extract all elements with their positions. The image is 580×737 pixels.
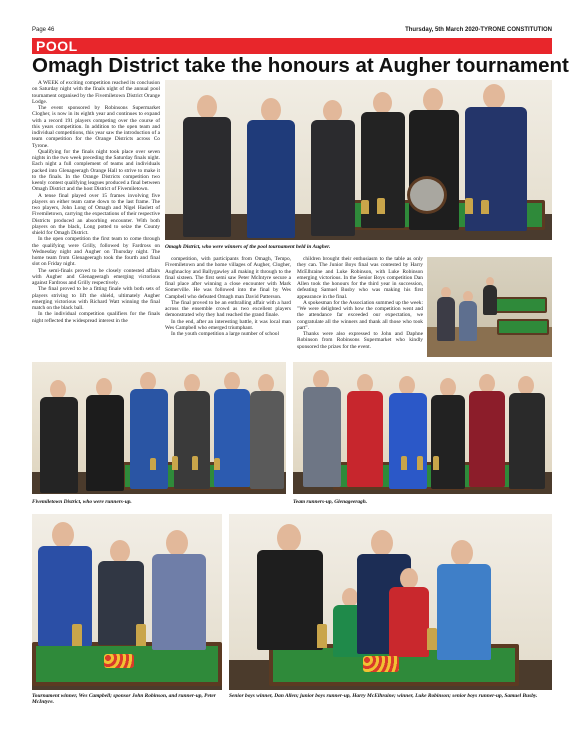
caption-tournament-winner: Tournament winner, Wes Campbell; sponsor John Robinson, and runner-up, Peter McIntyre. (32, 693, 216, 706)
page-number: Page 46 (32, 27, 55, 33)
article-paragraph: A tense final played over 15 frames involving five players on either team came down to the last frame. The two players, John Long of Omagh and Nigel Haslett of Fivemiletown, carrying the expectations of their respective Districts produced an absorbing encounter. With both players on the black, Long potted to seize the County shield for Omagh District. (32, 192, 160, 236)
pool-balls (104, 654, 134, 668)
caption-team-runners-up: Team runners-up, Glenageeragh. (293, 499, 368, 505)
issue-date: Thursday, 5th March 2020-TYRONE CONSTITUTION (405, 27, 552, 33)
article-paragraph: competition, with participants from Omagh, Tempo, Fivemiletown and the home villages of Augher, Clogher, Aughnacloy and Ballygawley all making it through to the final sixteen. The first semi saw Peter McIntyre secure a final place after winning a close encounter with Mark Somerville. He was followed into the final by Wes Campbell who defeated Omagh man David Patterson. (165, 256, 291, 300)
team-runners-up-photo (293, 362, 552, 494)
article-paragraph: children brought their enthusiasm to the table as only they can. The Junior Boys final was contested by Harry McElhraine and Luke Robinson, with Luke Robinson emerging victorious. In the Senior Boys competition Dan Allen took the honours for the third year in succession, defeating Samuel Busby who was making his first appearance in the final. (297, 256, 423, 300)
article-paragraph: In the individual competition qualifiers for the finals night reflected the widespread interest in the (32, 311, 160, 324)
article-paragraph: The semi-finals proved to be closely contested affairs with Augher and Glenageeragh emerging victorious against Fardross and Grilly respectively. (32, 267, 160, 286)
caption-fivemiletown: Fivemiletown District, who were runners-up. (32, 499, 132, 505)
article-column-2 (165, 256, 291, 337)
pool-balls (363, 656, 399, 672)
caption-main: Omagh District, who were winners of the pool tournament held in Augher. (165, 244, 331, 250)
page-header (32, 26, 552, 36)
boys-winners-photo (229, 514, 552, 690)
article-paragraph: In the open competition the first team to come through the qualifying were Grilly, followed by Fardross on Wednesday night and Augher on Thursday night. The home team from Glenageeragh took the fourth and final slot on Friday night. (32, 236, 160, 268)
fivemiletown-photo (32, 362, 286, 494)
hall-photo (427, 257, 552, 357)
article-paragraph: Thanks were also expressed to John and Daphne Robinson from Robinsons Supermarket who kindly sponsored the prizes for the event. (297, 331, 423, 350)
article-paragraph: The final proved to be a fitting finale with both sets of players striving to lift the shield, ultimately Augher emerging victorious with Richard Watt winning the final match on the black ball. (32, 286, 160, 311)
article-paragraph: Qualifying for the finals night took place over seven nights in the two week preceding the Saturday finals night. Each night a full complement of teams and individuals packed into Glenageeragh Orange Hall to strive to make it to the finals. In the Orange Districts competition two keenly contest qualifying leagues produced a final between Omagh District and the host District of Fivemiletown. (32, 148, 160, 193)
article-paragraph: In the end, after an interesting battle, it was local man Wes Campbell who emerged triumphant. (165, 318, 291, 331)
article-column-1 (32, 80, 160, 324)
shield-trophy (407, 176, 447, 214)
article-paragraph: A spokesman for the Association summed up the week: "We were delighted with how the competition went and the attendance far exceeded our expectation, we congratulate all the winners and thank all those who took part". (297, 299, 423, 331)
article-paragraph: The event sponsored by Robinsons Supermarket Clogher, is now in its eighth year and continues to expand with a record 191 players competing over the course of this years competition. In addition to the open team and individual competitions, this year saw the introduction of a team competition for the Orange Districts across Co Tyrone. (32, 105, 160, 149)
article-paragraph: A WEEK of exciting competition reached its conclusion on Saturday night with the finals night of the annual pool tournament organised by the Fivemiletown District Orange Lodge. (32, 80, 160, 105)
article-column-3 (297, 256, 423, 350)
section-bar (32, 38, 552, 54)
section-label: POOL (36, 38, 78, 54)
caption-boys-winners: Senior boys winner, Dan Allen; junior boys runner-up, Harry McElhraine; winner, Luke Robinson; senior boys runner-up, Samuel Busby. (229, 693, 538, 699)
tournament-winner-photo (32, 514, 222, 690)
article-paragraph: In the youth competition a large number of school (171, 331, 279, 337)
main-photo (165, 80, 552, 240)
article-paragraph: The final proved to be an enthralling affair with a hard across the ensemble crowd as two excellent players demonstrated why they had reached the grand finale. (165, 299, 291, 319)
headline: Omagh District take the honours at Augher tournament (32, 54, 569, 77)
